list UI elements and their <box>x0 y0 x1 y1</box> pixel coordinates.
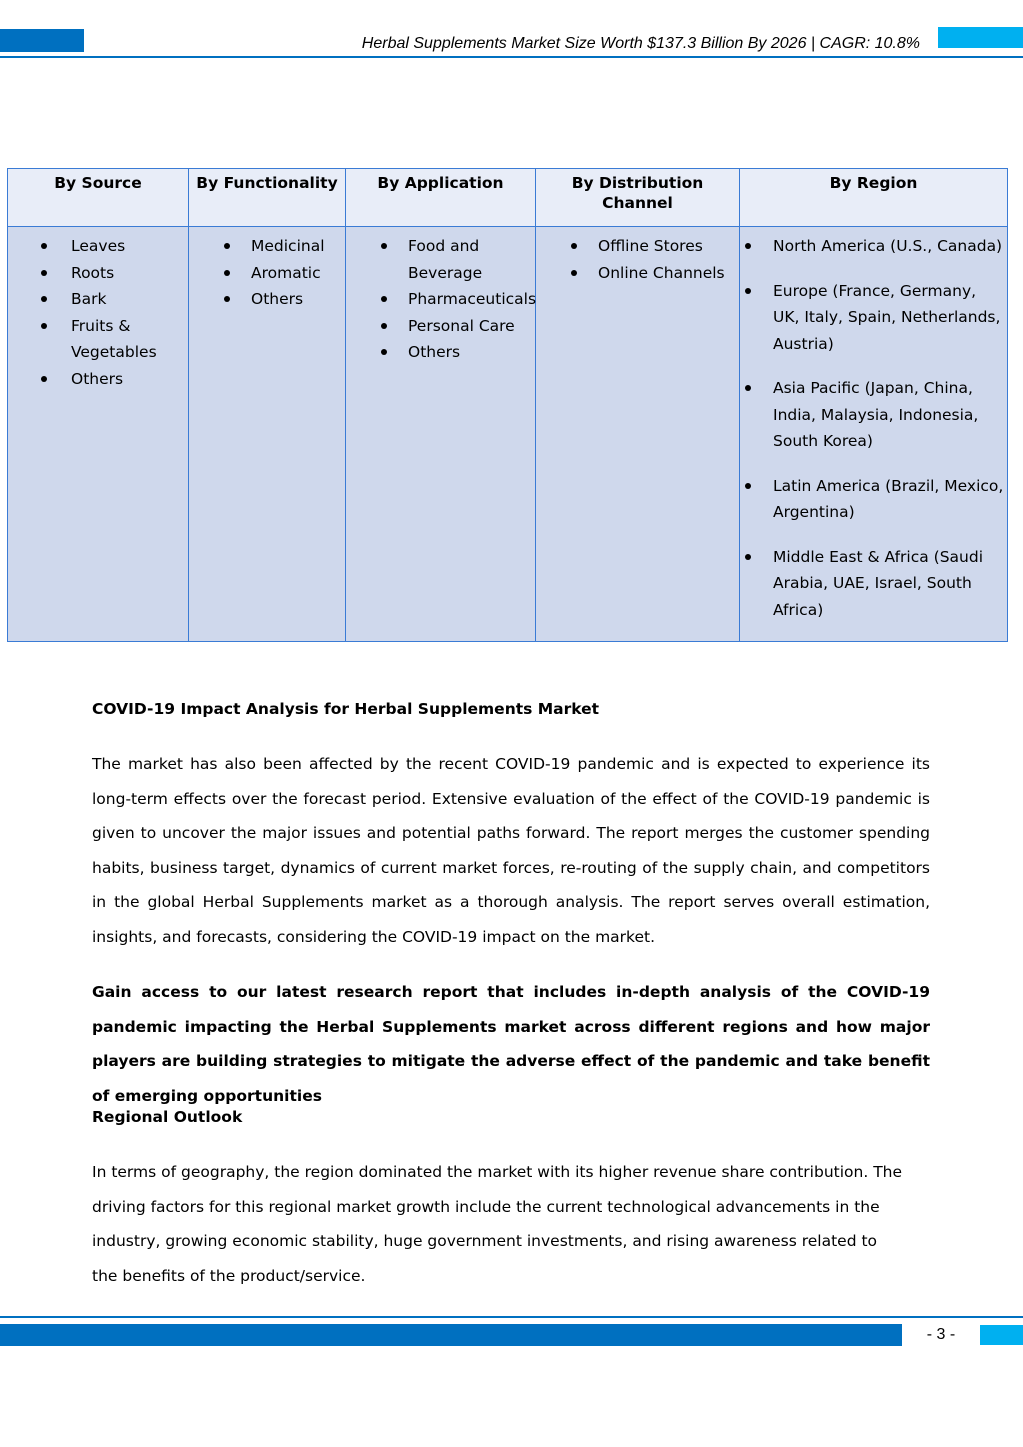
list-item: Medicinal <box>189 233 345 260</box>
covid-heading: COVID-19 Impact Analysis for Herbal Supplements Market <box>92 700 600 718</box>
list-item: Latin America (Brazil, Mexico, Argentina) <box>740 473 1007 526</box>
regional-outlook-heading: Regional Outlook <box>92 1108 243 1126</box>
functionality-list <box>189 233 345 313</box>
list-item: Leaves <box>8 233 188 260</box>
source-cell <box>8 227 189 642</box>
page-number: - 3 - <box>926 1326 956 1343</box>
header-by-source: By Source <box>8 169 189 227</box>
list-item: Roots <box>8 260 188 287</box>
list-item: Pharmaceuticals <box>346 286 535 313</box>
covid-report-link[interactable]: Gain access to our latest research report that includes in-depth analysis of the COVID-19 pandemic impacting the Herbal Supplements market across different regions and how major players are building strategies to mitigate the adverse effect of the pandemic and take benefit of emerging opportunities <box>92 983 930 1105</box>
region-cell <box>740 227 1008 642</box>
header-right-accent-bar <box>938 27 1023 48</box>
table-body-row <box>8 227 1008 642</box>
regional-outlook-paragraph: In terms of geography, the region dominated the market with its higher revenue share contribution. The driving factors for this regional market growth include the current technological advancements in the industry, growing economic stability, huge government investments, and rising awareness related to the benefits of the product/service. <box>92 1163 903 1285</box>
header-by-functionality: By Functionality <box>189 169 346 227</box>
region-list <box>740 233 1007 623</box>
list-item: Aromatic <box>189 260 345 287</box>
distribution-list <box>536 233 739 286</box>
footer-right-accent-bar <box>980 1325 1023 1345</box>
list-item: Others <box>189 286 345 313</box>
segmentation-table <box>7 168 1008 642</box>
application-cell <box>346 227 536 642</box>
list-item: Bark <box>8 286 188 313</box>
source-list <box>8 233 188 392</box>
functionality-cell <box>189 227 346 642</box>
footer-rule <box>0 1316 1023 1318</box>
list-item: Europe (France, Germany, UK, Italy, Spain, Netherlands, Austria) <box>740 278 1007 358</box>
list-item: Others <box>8 366 188 393</box>
list-item: Offline Stores <box>536 233 739 260</box>
list-item: Others <box>346 339 535 366</box>
list-item: Personal Care <box>346 313 535 340</box>
distribution-cell <box>536 227 740 642</box>
covid-paragraph: The market has also been affected by the recent COVID-19 pandemic and is expected to experience its long-term effects over the forecast period. Extensive evaluation of the effect of the COVID-19 pandemic is given to uncover the major issues and potential paths forward. The report merges the customer spending habits, business target, dynamics of current market forces, re-routing of the supply chain, and competitors in the global Herbal Supplements market as a thorough analysis. The report serves overall estimation, insights, and forecasts, considering the COVID-19 impact on the market. <box>92 755 930 946</box>
header-left-accent-bar <box>0 29 84 52</box>
list-item: Asia Pacific (Japan, China, India, Malaysia, Indonesia, South Korea) <box>740 375 1007 455</box>
table-header-row <box>8 169 1008 227</box>
header-rule <box>0 56 1023 58</box>
header-by-application: By Application <box>346 169 536 227</box>
footer-left-accent-bar <box>0 1324 902 1346</box>
document-title: Herbal Supplements Market Size Worth $137.3 Billion By 2026 | CAGR: 10.8% <box>361 35 920 52</box>
list-item: Middle East & Africa (Saudi Arabia, UAE, Israel, South Africa) <box>740 544 1007 624</box>
header-by-distribution-channel: By Distribution Channel <box>536 169 740 227</box>
list-item: North America (U.S., Canada) <box>740 233 1007 260</box>
application-list <box>346 233 535 366</box>
list-item: Online Channels <box>536 260 739 287</box>
list-item: Food and Beverage <box>346 233 535 286</box>
list-item: Fruits & Vegetables <box>8 313 188 366</box>
header-by-region: By Region <box>740 169 1008 227</box>
